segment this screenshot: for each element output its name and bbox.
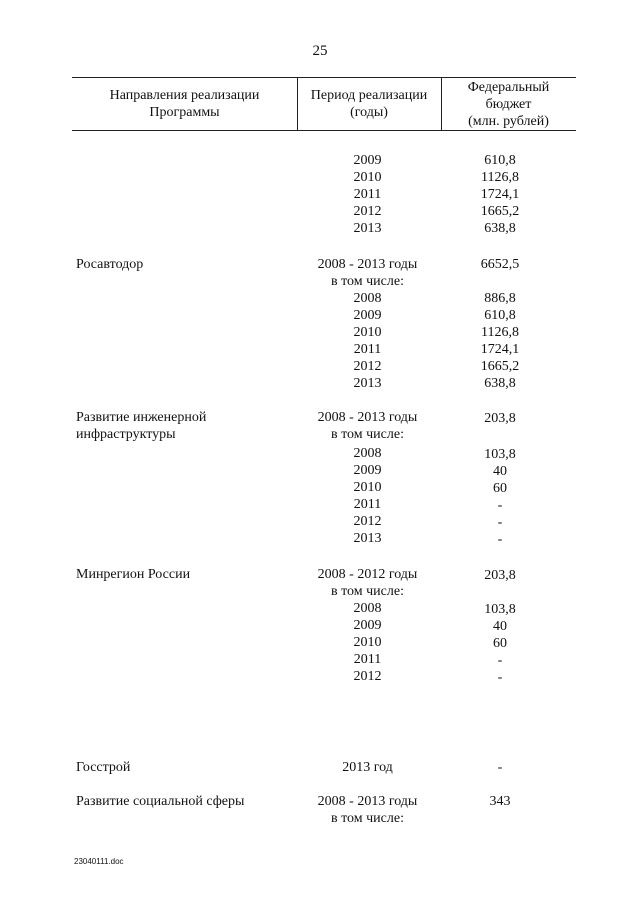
row-period: 2013 год <box>342 760 393 775</box>
row-budget-value: - <box>497 498 503 513</box>
header-period <box>297 87 441 121</box>
header-budget-line: бюджет <box>485 97 532 112</box>
row-budget-value: 60 <box>493 481 507 496</box>
row-budget-value: - <box>497 760 503 775</box>
row-direction-name: Минрегион России <box>76 567 191 582</box>
table-header-rule <box>72 130 576 131</box>
row-direction-name: Госстрой <box>76 760 131 775</box>
header-direction-line: Программы <box>149 105 220 120</box>
row-budget-value: 1126,8 <box>481 170 519 185</box>
row-period: 2010 <box>353 635 382 650</box>
row-budget-value: 1665,2 <box>480 359 520 374</box>
header-direction <box>72 87 297 121</box>
row-period: 2009 <box>353 153 382 168</box>
row-period: в том числе: <box>331 584 404 599</box>
row-period: 2011 <box>353 497 382 512</box>
row-budget-value: 103,8 <box>484 602 516 617</box>
row-budget-value: 40 <box>493 619 507 634</box>
row-budget-value: 60 <box>493 636 507 651</box>
row-period: 2011 <box>353 187 382 202</box>
row-period: 2013 <box>353 376 382 391</box>
row-period: 2008 <box>353 601 382 616</box>
file-name: 23040111.doc <box>74 857 124 866</box>
row-budget-value: 638,8 <box>484 221 516 236</box>
row-period: 2011 <box>353 652 382 667</box>
row-period: 2013 <box>353 221 382 236</box>
header-direction-line: Направления реализации <box>109 88 260 103</box>
row-period: 2008 - 2013 годы <box>317 257 418 272</box>
table-top-rule <box>72 77 576 78</box>
row-budget-value: 343 <box>489 794 511 809</box>
row-budget-value: 1665,2 <box>480 204 520 219</box>
row-period: 2012 <box>353 514 382 529</box>
row-period: 2008 - 2012 годы <box>317 567 418 582</box>
header-period-line: (годы) <box>350 105 388 120</box>
row-budget-value: 610,8 <box>484 308 516 323</box>
header-budget <box>441 79 576 130</box>
row-period: 2008 - 2013 годы <box>317 794 418 809</box>
row-period: в том числе: <box>331 811 404 826</box>
row-period: 2010 <box>353 325 382 340</box>
row-budget-value: 1126,8 <box>481 325 519 340</box>
row-budget-value: 610,8 <box>484 153 516 168</box>
row-budget-value: 40 <box>493 464 507 479</box>
row-budget-value: 203,8 <box>484 411 516 426</box>
row-period: 2012 <box>353 669 382 684</box>
row-period: 2013 <box>353 531 382 546</box>
row-period: 2009 <box>353 463 382 478</box>
row-period: 2011 <box>353 342 382 357</box>
row-budget-value: 886,8 <box>484 291 516 306</box>
row-budget-value: - <box>497 670 503 685</box>
row-budget-value: 103,8 <box>484 447 516 462</box>
row-budget-value: 1724,1 <box>480 342 520 357</box>
header-period-line: Период реализации <box>310 88 428 103</box>
row-budget-value: - <box>497 653 503 668</box>
row-budget-value: - <box>497 515 503 530</box>
row-budget-value: 1724,1 <box>480 187 520 202</box>
row-period: 2009 <box>353 308 382 323</box>
row-direction-name: Развитие социальной сферы <box>76 794 245 809</box>
row-period: 2008 - 2013 годы <box>317 410 418 425</box>
row-period: 2009 <box>353 618 382 633</box>
row-period: 2008 <box>353 446 382 461</box>
row-budget-value: 638,8 <box>484 376 516 391</box>
row-period: в том числе: <box>331 274 404 289</box>
row-period: 2010 <box>353 480 382 495</box>
row-budget-value: - <box>497 532 503 547</box>
row-direction-name: Развитие инженерной <box>76 410 207 425</box>
header-budget-line: (млн. рублей) <box>468 114 549 129</box>
row-direction-name: Росавтодор <box>76 257 144 272</box>
row-budget-value: 6652,5 <box>480 257 520 272</box>
row-period: в том числе: <box>331 427 404 442</box>
row-direction-name: инфраструктуры <box>76 427 176 442</box>
row-period: 2012 <box>353 204 382 219</box>
row-period: 2012 <box>353 359 382 374</box>
header-budget-line: Федеральный <box>467 80 550 95</box>
row-period: 2010 <box>353 170 382 185</box>
page-number: 25 <box>312 43 328 59</box>
row-budget-value: 203,8 <box>484 568 516 583</box>
row-period: 2008 <box>353 291 382 306</box>
